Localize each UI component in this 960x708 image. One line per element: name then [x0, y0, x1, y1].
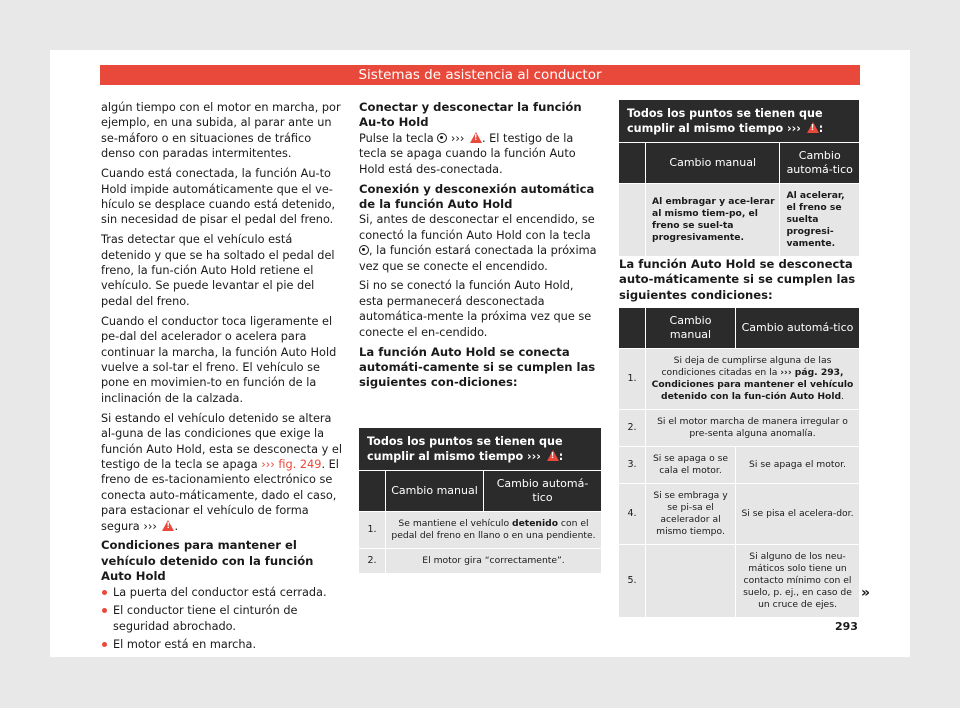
- table-row: [619, 446, 859, 483]
- text: .: [174, 519, 179, 533]
- continue-mark: »: [861, 585, 871, 601]
- manual-cell: Al embragar y ace-lerar al mismo tiem-po, el freno se suel-ta progresivamente.: [645, 183, 779, 256]
- text: Si, antes de desconectar el encendido, se conectó la función Auto Hold con la tecla: [359, 213, 595, 242]
- section-heading: Conectar y desconectar la función Au-to Hold: [359, 100, 582, 130]
- row-number: 1.: [359, 511, 385, 548]
- table-row: [619, 409, 859, 446]
- section-heading: La función Auto Hold se conecta automáti-camente si se cumplen las siguientes con-diciones:: [359, 344, 596, 390]
- manual-header: Cambio manual: [645, 142, 779, 183]
- auto-cell: Al acelerar, el freno se suelta progresi-vamente.: [779, 183, 859, 256]
- row-text: [645, 348, 859, 409]
- paragraph: Cuando el conductor toca ligeramente el pe-dal del acelerador o acelera para continuar la marcha, la función Auto Hold vuelve a sol-tar el freno. El vehículo se pone en movimien-to en función de la inclinación de la calzada.: [101, 314, 337, 405]
- manual-header: Cambio manual: [385, 470, 483, 511]
- auto-hold-key-icon: [359, 245, 369, 255]
- num-header: [619, 307, 645, 348]
- paragraph: Cuando está conectada, la función Au-to Hold impide automáticamente que el ve-hículo se desplace cuando está detenido, sin necesidad de pisar el pedal del freno.: [101, 167, 336, 227]
- section-title: Sistemas de asistencia al conductor: [358, 67, 602, 83]
- manual-header: Cambio manual: [645, 307, 735, 348]
- text: con el pedal del freno en llano o en una pendiente.: [391, 518, 596, 541]
- row-text: El motor gira “correctamente”.: [385, 548, 601, 573]
- left-column: [101, 100, 345, 655]
- arrows: ›››: [143, 519, 157, 533]
- disconnect-conditions-table: [619, 307, 859, 617]
- auto-cell: Si se apaga el motor.: [735, 446, 859, 483]
- row-number: [619, 183, 645, 256]
- table-caption: [619, 100, 859, 142]
- list-item: El conductor tiene el cinturón de seguridad abrochado.: [101, 603, 345, 634]
- warning-triangle-icon[interactable]: [470, 132, 482, 143]
- warning-triangle-icon[interactable]: [547, 450, 559, 461]
- row-number: 2.: [359, 548, 385, 573]
- text: . El testigo de la tecla se apaga cuando la función Auto Hold está des-conectada.: [359, 131, 576, 176]
- caption-end: :: [818, 122, 824, 135]
- text: Pulse la tecla: [359, 131, 438, 145]
- connect-conditions-table: [359, 428, 601, 573]
- manual-cell: Si se embraga y se pi-sa el acelerador al mismo tiempo.: [645, 483, 735, 544]
- table-row: [619, 483, 859, 544]
- arrows: ›››: [450, 131, 465, 145]
- list-item: La puerta del conductor está cerrada.: [101, 585, 345, 600]
- row-text: Si el motor marcha de manera irregular o pre-senta alguna anomalía.: [645, 409, 859, 446]
- middle-column: [359, 100, 601, 391]
- text: . El freno de es-tacionamiento electrónico se conecta auto-máticamente, dado el caso, para estacionar el vehículo de forma segura: [101, 457, 339, 533]
- auto-header: Cambio automá-tico: [483, 470, 601, 511]
- figure-link[interactable]: ››› fig. 249: [261, 457, 322, 471]
- text: Si estando el vehículo detenido se altera al-guna de las condiciones que exige la función Auto Hold, esta se desconecta y el testigo de la tecla se apaga: [101, 411, 342, 471]
- auto-header: Cambio automá-tico: [779, 142, 859, 183]
- text: , la función estará conectada la próxima vez que se conecte el encendido.: [359, 244, 597, 273]
- manual-cell: [645, 544, 735, 617]
- page-reference-link[interactable]: ››› pág. 293, Condiciones para mantener el vehículo detenido con la fun-ción Auto Hold: [651, 367, 854, 402]
- caption-end: :: [558, 450, 564, 463]
- num-header: [619, 142, 645, 183]
- row-number: 5.: [619, 544, 645, 617]
- arrows: ›››: [787, 122, 801, 135]
- conditions-list: [101, 585, 345, 653]
- table-row: [619, 348, 859, 409]
- text: .: [841, 391, 844, 402]
- table-row: [619, 183, 859, 256]
- row-number: 1.: [619, 348, 645, 409]
- arrows: ›››: [527, 450, 541, 463]
- row-number: 3.: [619, 446, 645, 483]
- paragraph: Si no se conectó la función Auto Hold, esta permanecerá desconectada automática-mente la próxima vez que se conecte el en-cendido.: [359, 279, 592, 339]
- auto-cell: Si se pisa el acelera-dor.: [735, 483, 859, 544]
- caption-text: Todos los puntos se tienen que cumplir al mismo tiempo: [627, 107, 823, 135]
- page-number: 293: [835, 620, 858, 633]
- auto-cell: Si alguno de los neu-máticos solo tiene un contacto mínimo con el suelo, p. ej., en caso de un cruce de ejes.: [735, 544, 859, 617]
- section-heading: La función Auto Hold se desconecta auto-máticamente si se cumplen las siguientes condiciones:: [619, 257, 856, 302]
- list-item: El motor está en marcha.: [101, 637, 345, 652]
- text: Se mantiene el vehículo: [398, 518, 512, 529]
- paragraph: [359, 212, 601, 274]
- caption-text: Todos los puntos se tienen que cumplir al mismo tiempo: [367, 435, 563, 463]
- paragraph: algún tiempo con el motor en marcha, por ejemplo, en una subida, al parar ante un se-máforo o en situaciones de tráfico denso con paradas intermitentes.: [101, 101, 341, 161]
- num-header: [359, 470, 385, 511]
- section-header: [100, 65, 860, 85]
- section-heading: Condiciones para mantener el vehículo detenido con la función Auto Hold: [101, 538, 314, 584]
- text: Si deja de cumplirse alguna de las condiciones citadas en la: [661, 355, 832, 378]
- section-heading: Conexión y desconexión automática de la función Auto Hold: [359, 181, 595, 211]
- row-number: 4.: [619, 483, 645, 544]
- row-number: 2.: [619, 409, 645, 446]
- table-row: [359, 548, 601, 573]
- table-row: [619, 544, 859, 617]
- row-text: [385, 511, 601, 548]
- table-caption: [359, 428, 601, 470]
- bold-text: detenido: [512, 518, 559, 529]
- auto-hold-key-icon: [437, 133, 447, 143]
- auto-header: Cambio automá-tico: [735, 307, 859, 348]
- release-conditions-table: [619, 100, 859, 256]
- table-row: [359, 511, 601, 548]
- paragraph: [101, 411, 345, 534]
- paragraph: [359, 131, 601, 177]
- manual-cell: Si se apaga o se cala el motor.: [645, 446, 735, 483]
- warning-triangle-icon[interactable]: [807, 122, 819, 133]
- warning-triangle-icon[interactable]: [162, 520, 174, 531]
- paragraph: Tras detectar que el vehículo está detenido y que se ha soltado el pedal del freno, la fun-ción Auto Hold retiene el vehículo. Se puede levantar el pie del pedal del freno.: [101, 233, 335, 308]
